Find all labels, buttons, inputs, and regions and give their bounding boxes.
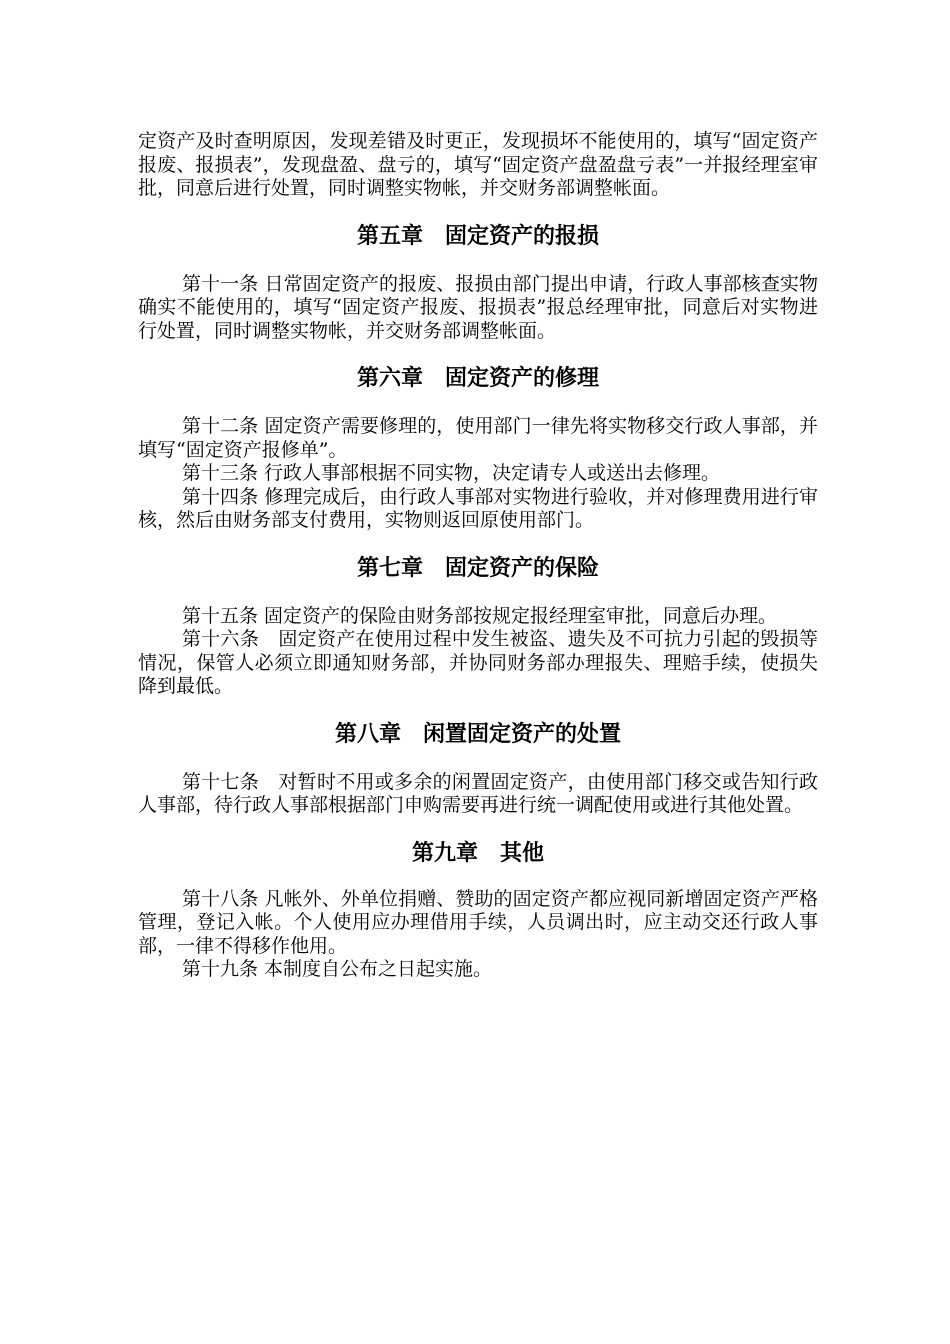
- article-11: 第十一条 日常固定资产的报废、报损由部门提出申请，行政人事部核查实物确实不能使用的，填写“固定资产报废、报损表”报总经理审批，同意后对实物进行处置，同时调整实物帐，并交财务部调整帐面。: [138, 272, 818, 342]
- chapter-5-title: 第五章 固定资产的报损: [356, 223, 599, 249]
- chapter-9-title: 第九章 其他: [411, 840, 544, 866]
- chapter-8-title: 第八章 闲置固定资产的处置: [334, 721, 621, 747]
- document-page: [138, 130, 818, 982]
- article-16: 第十六条 固定资产在使用过程中发生被盗、遗失及不可抗力引起的毁损等情况，保管人必须立即通知财务部，并协同财务部办理报失、理赔手续，使损失降到最低。: [138, 628, 818, 697]
- article-18: 第十八条 凡帐外、外单位捐赠、赞助的固定资产都应视同新增固定资产严格管理，登记入帐。个人使用应办理借用手续，人员调出时，应主动交还行政人事部，一律不得移作他用。: [138, 887, 818, 957]
- article-17: 第十七条 对暂时不用或多余的闲置固定资产，由使用部门移交或告知行政人事部，待行政人事部根据部门申购需要再进行统一调配使用或进行其他处置。: [138, 770, 818, 816]
- article-12: 第十二条 固定资产需要修理的，使用部门一律先将实物移交行政人事部，并填写“固定资产报修单”。: [138, 415, 818, 461]
- intro-paragraph: 定资产及时查明原因，发现差错及时更正，发现损坏不能使用的，填写“固定资产报废、报损表”，发现盘盈、盘亏的，填写“固定资产盘盈盘亏表”一并报经理室审批，同意后进行处置，同时调整实物帐，并交财务部调整帐面。: [138, 130, 818, 199]
- article-14: 第十四条 修理完成后，由行政人事部对实物进行验收，并对修理费用进行审核，然后由财务部支付费用，实物则返回原使用部门。: [138, 485, 818, 531]
- article-15: 第十五条 固定资产的保险由财务部按规定报经理室审批，同意后办理。: [182, 604, 778, 627]
- article-13: 第十三条 行政人事部根据不同实物，决定请专人或送出去修理。: [182, 462, 721, 484]
- chapter-7-title: 第七章 固定资产的保险: [356, 555, 599, 581]
- chapter-6-title: 第六章 固定资产的修理: [356, 366, 599, 391]
- article-19: 第十九条 本制度自公布之日起实施。: [182, 958, 493, 980]
